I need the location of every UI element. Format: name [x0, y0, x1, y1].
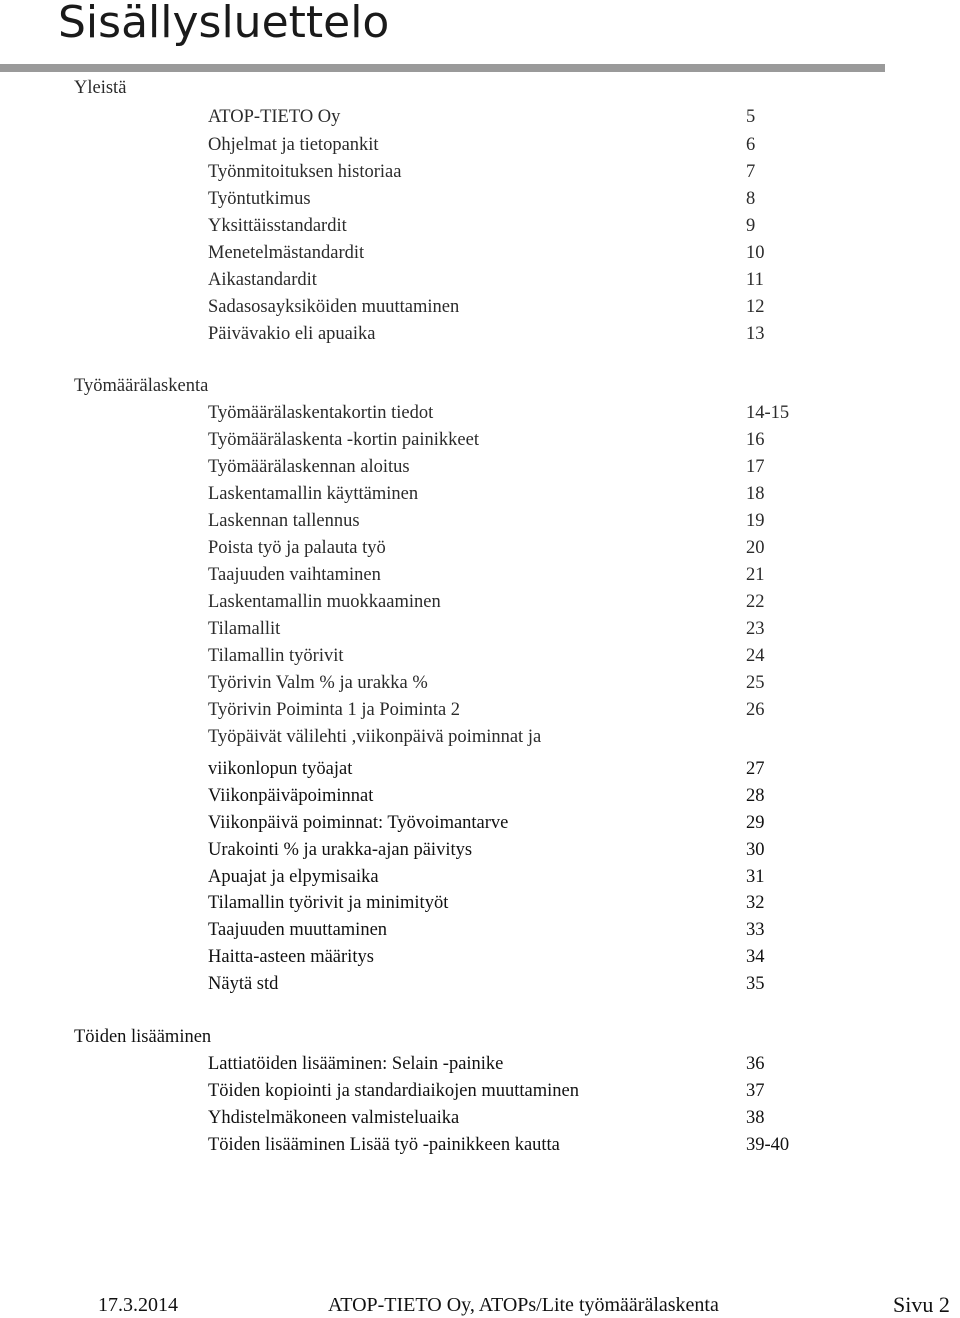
toc-entry-label: Laskentamallin muokkaaminen	[208, 592, 441, 612]
toc-entry-page: 10	[746, 243, 765, 263]
toc-entry-page: 35	[746, 974, 765, 994]
toc-entry-label: Näytä std	[208, 974, 279, 994]
toc-entry[interactable]	[208, 1052, 828, 1076]
toc-entry[interactable]	[208, 757, 828, 781]
toc-entry[interactable]	[208, 725, 828, 749]
toc-entry[interactable]	[208, 428, 828, 452]
toc-entry[interactable]	[208, 401, 828, 425]
toc-entry-page: 24	[746, 646, 765, 666]
toc-entry-label: Sadasosayksiköiden muuttaminen	[208, 297, 460, 317]
toc-entry[interactable]	[208, 133, 828, 157]
toc-entry-label: Apuajat ja elpymisaika	[208, 867, 379, 887]
toc-entry-label: Taajuuden vaihtaminen	[208, 565, 381, 585]
toc-entry[interactable]	[208, 509, 828, 533]
toc-entry[interactable]	[208, 1106, 828, 1130]
toc-entry-label: Työrivin Valm % ja urakka %	[208, 673, 428, 693]
toc-entry-page: 27	[746, 759, 765, 779]
toc-entry-label: Viikonpäiväpoiminnat	[208, 786, 374, 806]
toc-entry-page: 21	[746, 565, 765, 585]
toc-entry[interactable]	[208, 945, 828, 969]
toc-entry[interactable]	[208, 455, 828, 479]
toc-entry[interactable]	[208, 482, 828, 506]
footer-date: 17.3.2014	[98, 1294, 178, 1316]
toc-entry-page: 25	[746, 673, 765, 693]
toc-entry-page: 18	[746, 484, 765, 504]
toc-entry[interactable]	[208, 590, 828, 614]
footer-document-title: ATOP-TIETO Oy, ATOPs/Lite työmäärälaskenta	[328, 1294, 719, 1316]
toc-entry-label: Urakointi % ja urakka-ajan päivitys	[208, 840, 473, 860]
toc-entry-label: Laskentamallin käyttäminen	[208, 484, 419, 504]
toc-entry-label: Töiden lisääminen Lisää työ -painikkeen kautta	[208, 1135, 560, 1155]
toc-entry-label: Tilamallin työrivit ja minimityöt	[208, 893, 449, 913]
toc-entry-label: Menetelmästandardit	[208, 243, 365, 263]
toc-entry-page: 28	[746, 786, 765, 806]
toc-entry-page: 34	[746, 947, 765, 967]
toc-entry-label: Yksittäisstandardit	[208, 216, 347, 236]
toc-entry[interactable]	[208, 322, 828, 346]
toc-entry-page: 17	[746, 457, 765, 477]
toc-entry-page: 11	[746, 270, 764, 290]
toc-entry-label: Poista työ ja palauta työ	[208, 538, 386, 558]
toc-entry-label: Viikonpäivä poiminnat: Työvoimantarve	[208, 813, 509, 833]
toc-entry[interactable]	[208, 1133, 828, 1157]
toc-entry-label: ATOP-TIETO Oy	[208, 107, 341, 127]
toc-entry-page: 33	[746, 920, 765, 940]
toc-entry[interactable]	[208, 214, 828, 238]
toc-entry-page: 30	[746, 840, 765, 860]
toc-entry-page: 5	[746, 107, 756, 127]
toc-entry[interactable]	[208, 105, 828, 129]
toc-entry-label: Aikastandardit	[208, 270, 317, 290]
section-heading-yleista: Yleistä	[74, 78, 127, 98]
toc-entry[interactable]	[208, 187, 828, 211]
toc-entry-label: Päivävakio eli apuaika	[208, 324, 376, 344]
page-title: Sisällysluettelo	[58, 0, 390, 48]
toc-entry-label: Työntutkimus	[208, 189, 311, 209]
toc-entry-label: Työmäärälaskenta -kortin painikkeet	[208, 430, 479, 450]
toc-entry[interactable]	[208, 563, 828, 587]
toc-entry-label: viikonlopun työajat	[208, 759, 353, 779]
toc-entry-page: 14-15	[746, 403, 790, 423]
toc-entry-page: 32	[746, 893, 765, 913]
toc-entry-page: 26	[746, 700, 765, 720]
toc-entry-page: 6	[746, 135, 756, 155]
toc-entry-label: Laskennan tallennus	[208, 511, 360, 531]
toc-entry-page: 8	[746, 189, 756, 209]
toc-entry-page: 7	[746, 162, 756, 182]
toc-entry[interactable]	[208, 698, 828, 722]
toc-entry-label: Ohjelmat ja tietopankit	[208, 135, 379, 155]
toc-entry[interactable]	[208, 891, 828, 915]
toc-entry-label: Haitta-asteen määritys	[208, 947, 374, 967]
toc-entry[interactable]	[208, 865, 828, 889]
toc-entry-page: 23	[746, 619, 765, 639]
toc-entry[interactable]	[208, 1079, 828, 1103]
toc-entry-page: 37	[746, 1081, 765, 1101]
toc-entry-page: 12	[746, 297, 765, 317]
toc-entry-label: Töiden kopiointi ja standardiaikojen muuttaminen	[208, 1081, 579, 1101]
toc-entry[interactable]	[208, 295, 828, 319]
title-underline	[0, 64, 885, 72]
toc-entry-label: Työmäärälaskentakortin tiedot	[208, 403, 434, 423]
toc-entry-page: 38	[746, 1108, 765, 1128]
section-heading-tyomaaralaskenta: Työmäärälaskenta	[74, 376, 209, 396]
toc-entry-page: 19	[746, 511, 765, 531]
toc-entry-page: 22	[746, 592, 765, 612]
toc-entry-label: Taajuuden muuttaminen	[208, 920, 388, 940]
toc-entry-page: 29	[746, 813, 765, 833]
toc-entry[interactable]	[208, 784, 828, 808]
toc-entry[interactable]	[208, 241, 828, 265]
section-heading-toiden-lisaaminen: Töiden lisääminen	[74, 1027, 212, 1047]
toc-entry[interactable]	[208, 268, 828, 292]
toc-entry[interactable]	[208, 918, 828, 942]
footer-page-number: Sivu 2	[893, 1292, 950, 1317]
toc-entry-page: 20	[746, 538, 765, 558]
toc-entry[interactable]	[208, 617, 828, 641]
toc-entry-label: Työrivin Poiminta 1 ja Poiminta 2	[208, 700, 461, 720]
toc-entry[interactable]	[208, 972, 828, 996]
toc-entry-label: Työnmitoituksen historiaa	[208, 162, 402, 182]
toc-entry-page: 39-40	[746, 1135, 790, 1155]
toc-entry[interactable]	[208, 160, 828, 184]
toc-entry[interactable]	[208, 644, 828, 668]
toc-entry-label: Tilamallit	[208, 619, 281, 639]
toc-entry-page: 13	[746, 324, 765, 344]
toc-entry-label: Lattiatöiden lisääminen: Selain -painike	[208, 1054, 504, 1074]
toc-entry-label: Tilamallin työrivit	[208, 646, 344, 666]
toc-entry-page: 9	[746, 216, 756, 236]
toc-entry[interactable]	[208, 811, 828, 835]
toc-entry[interactable]	[208, 536, 828, 560]
toc-entry-page: 16	[746, 430, 765, 450]
toc-entry-label: Yhdistelmäkoneen valmisteluaika	[208, 1108, 460, 1128]
toc-entry[interactable]	[208, 838, 828, 862]
toc-entry-label: Työpäivät välilehti ,viikonpäivä poiminnat ja	[208, 727, 542, 747]
toc-entry-label: Työmäärälaskennan aloitus	[208, 457, 410, 477]
toc-entry[interactable]	[208, 671, 828, 695]
toc-entry-page: 36	[746, 1054, 765, 1074]
toc-entry-page: 31	[746, 867, 765, 887]
